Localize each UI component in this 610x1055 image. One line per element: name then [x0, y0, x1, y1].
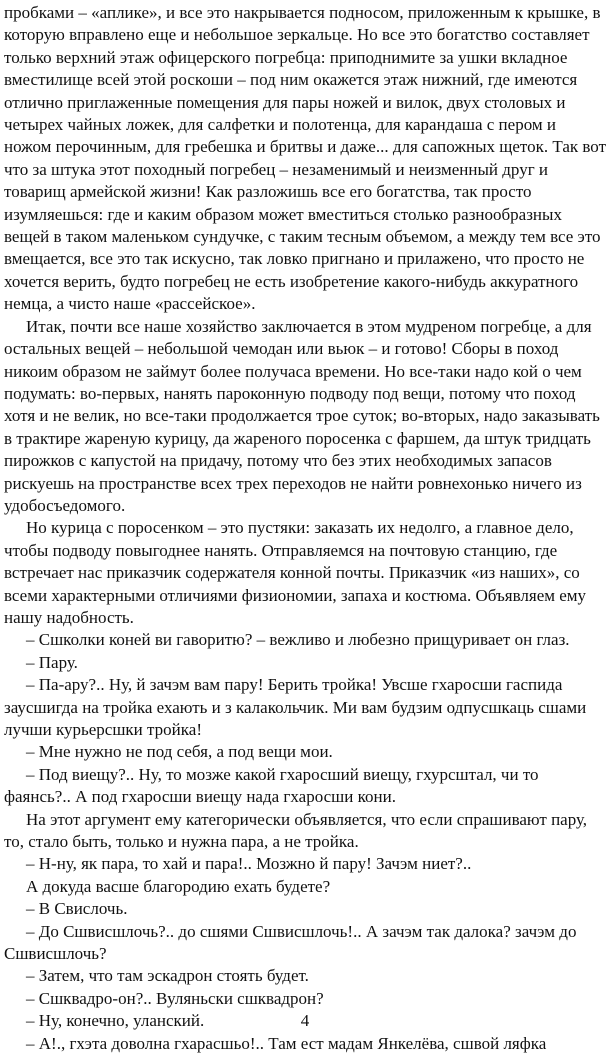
dialogue-line: – Под виещу?.. Ну, то мозже какой гхаросший виещу, гхурсштал, чи то фаянсь?.. А под гхаросши виещу нада гхаросши кони. — [4, 764, 539, 807]
paragraph: Итак, почти все наше хозяйство заключается в этом мудреном погребце, а для остальных вещей – небольшой чемодан или вьюк – и готово! Сборы в поход никоим образом не займут более получаса времени. Но все-таки надо кой о чем подумать: во-первых, нанять пароконную подводу под вещи, потому что поход хотя и не велик, но все-таки продолжается трое суток; во-вторых, надо заказывать в трактире жареную курицу, да жареного поросенка с фаршем, да штук тридцать пирожков с капустой на придачу, потому что без этих необходимых запасов рискуешь на пространстве всех трех переходов не найти ровнехонько ничего из удобосъедомого. — [4, 316, 600, 515]
dialogue-line: – Сшколки коней ви гаворитю? – вежливо и любезно прищуривает он глаз. — [26, 630, 570, 650]
dialogue-line: – Па-ару?.. Ну, й зачэм вам пару! Берить тройка! Увсше гхаросши гаспида заусшигда на тройка ехають и з калакольчик. Ми вам будзим одпусшкаць сшами лучши курьерсшки тройка! — [4, 675, 587, 739]
dialogue-line: – Затем, что там эскадрон стоять будет. — [26, 966, 309, 986]
dialogue-line: – Пару. — [26, 652, 78, 672]
dialogue-line: А докуда васше благородию ехать будете? — [26, 876, 331, 896]
dialogue-line: – Сшквадро-он?.. Вуляньски сшквадрон? — [26, 988, 324, 1008]
paragraph: На этот аргумент ему категорически объявляется, что если спрашивают пару, то, стало быть, только и нужна пара, а не тройка. — [4, 809, 588, 852]
dialogue-line: – До Сшвисшлочь?.. до сшями Сшвисшлочь!.. А зачэм так далока? зачэм до Сшвисшлочь? — [4, 921, 577, 964]
paragraph: Но курица с поросенком – это пустяки: заказать их недолго, а главное дело, чтобы подводу повыгоднее нанять. Отправляемся на почтовую станцию, где встречает нас приказчик содержателя конной почты. Приказчик «из наших», со всеми характерными отличиями физиономии, запаха и костюма. Объявляем ему нашу надобность. — [4, 518, 587, 627]
page-text — [4, 2, 606, 1055]
dialogue-line: – Н-ну, як пара, то хай и пара!.. Мозжно й пару! Зачэм ниет?.. — [26, 854, 472, 874]
dialogue-line: – Ну, конечно, уланский. — [26, 1011, 205, 1031]
dialogue-line: – В Свислочь. — [26, 899, 128, 919]
dialogue-line: – А!., гхэта доволна гхарасшьо!.. Там ест мадам Янкелёва, сшвой ляфка — [26, 1033, 547, 1053]
page-number: 4 — [300, 1011, 310, 1030]
paragraph: пробками – «аплике», и все это накрывается подносом, приложенным к крышке, в которую вправлено еще и небольшое зеркальце. Но все это богатство составляет только верхний этаж офицерского погребца: приподнимите за ушки вкладное вместилище всей этой роскоши – под ним окажется этаж нижний, где имеются отлично приглаженные помещения для пары ножей и вилок, двух столовых и четырех чайных ложек, для салфетки и полотенца, для карандаша с пером и ножом перочинным, для гребешка и бритвы и даже... для сапожных щеток. Так вот что за штука этот походный погребец – незаменимый и неизменный друг и товарищ армейской жизни! Как разложишь все его богатства, так просто изумляешься: где и каким образом может вместиться столько разнообразных вещей в таком маленьком сундучке, с таким тесным объемом, а между тем все это вмещается, все это так искусно, так ловко пригнано и прилажено, что просто не хочется верить, будто погребец не есть изобретение какого-нибудь аккуратного немца, а чисто наше «рассейское». — [4, 3, 607, 314]
dialogue-line: – Мне нужно не под себя, а под вещи мои. — [26, 742, 333, 762]
